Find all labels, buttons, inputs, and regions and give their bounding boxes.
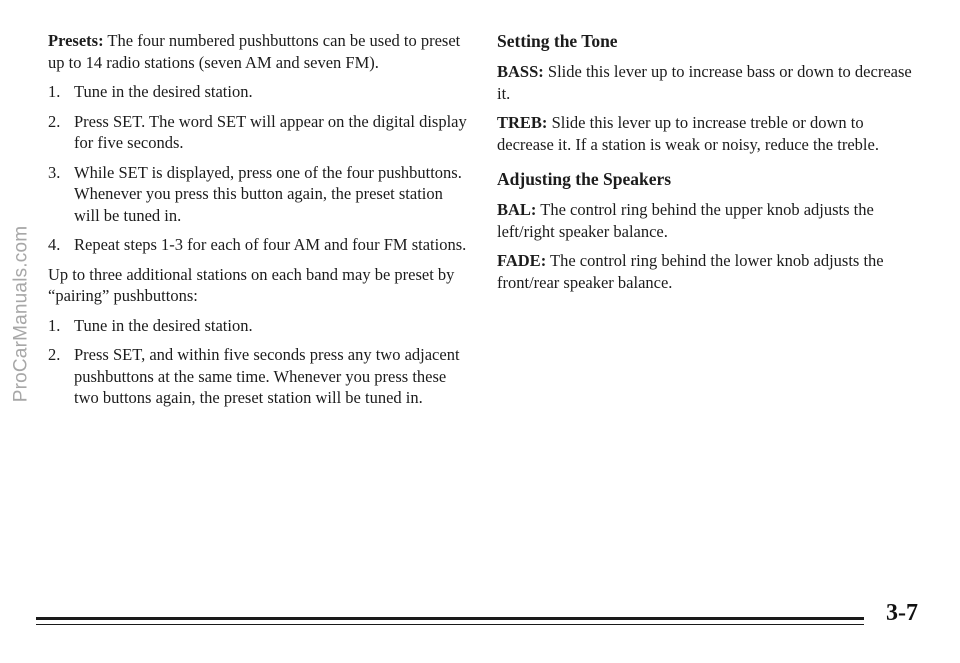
- presets-label: Presets:: [48, 31, 104, 50]
- tone-heading: Setting the Tone: [497, 31, 618, 51]
- fade-label: FADE:: [497, 251, 547, 270]
- right-column: [497, 30, 917, 301]
- speakers-heading: Adjusting the Speakers: [497, 169, 672, 189]
- fade-paragraph: [497, 250, 917, 293]
- step-text: Repeat steps 1-3 for each of four AM and four FM stations.: [74, 235, 467, 254]
- bal-paragraph: [497, 199, 917, 242]
- pairing-step-2: [48, 344, 468, 409]
- treb-paragraph: [497, 112, 917, 155]
- preset-step-3: [48, 162, 468, 227]
- page-number: 3-7: [886, 600, 918, 626]
- pairing-step-1: [48, 315, 468, 337]
- bal-label: BAL:: [497, 200, 537, 219]
- treb-text: Slide this lever up to increase treble or down to decrease it. If a station is weak or noisy, reduce the treble.: [497, 113, 879, 154]
- footer-rule-thick: [36, 617, 864, 620]
- step-number: 3.: [48, 162, 61, 182]
- bass-text: Slide this lever up to increase bass or down to decrease it.: [497, 62, 912, 103]
- left-column: [48, 30, 468, 417]
- preset-step-4: [48, 234, 468, 256]
- treb-label: TREB:: [497, 113, 548, 132]
- footer-rule-thin: [36, 624, 864, 625]
- watermark-text: ProCarManuals.com: [10, 225, 32, 403]
- step-number: 1.: [48, 315, 61, 335]
- preset-step-2: [48, 111, 468, 154]
- bass-paragraph: [497, 61, 917, 104]
- presets-text: The four numbered pushbuttons can be used to preset up to 14 radio stations (seven AM and seven FM).: [48, 31, 461, 72]
- watermark: [6, 104, 36, 524]
- step-number: 2.: [48, 111, 61, 131]
- step-number: 1.: [48, 82, 61, 101]
- step-text: Press SET. The word SET will appear on the digital display for five seconds.: [74, 111, 467, 152]
- presets-paragraph: [48, 30, 468, 73]
- fade-text: The control ring behind the lower knob adjusts the front/rear speaker balance.: [497, 251, 884, 292]
- step-text: While SET is displayed, press one of the four pushbuttons. Whenever you press this button again, the preset station will be tuned in.: [74, 162, 462, 225]
- step-number: 2.: [48, 345, 61, 364]
- step-number: 4.: [48, 235, 61, 254]
- pairing-paragraph: Up to three additional stations on each band may be preset by “pairing” pushbuttons:: [48, 264, 455, 305]
- step-text: Press SET, and within five seconds press any two adjacent pushbuttons at the same time. Whenever you press these two buttons again, the preset station will be tuned in.: [74, 345, 460, 407]
- preset-step-1: [48, 81, 468, 103]
- bal-text: The control ring behind the upper knob adjusts the left/right speaker balance.: [497, 200, 874, 241]
- bass-label: BASS:: [497, 62, 544, 81]
- step-text: Tune in the desired station.: [74, 82, 253, 101]
- step-text: Tune in the desired station.: [74, 315, 253, 335]
